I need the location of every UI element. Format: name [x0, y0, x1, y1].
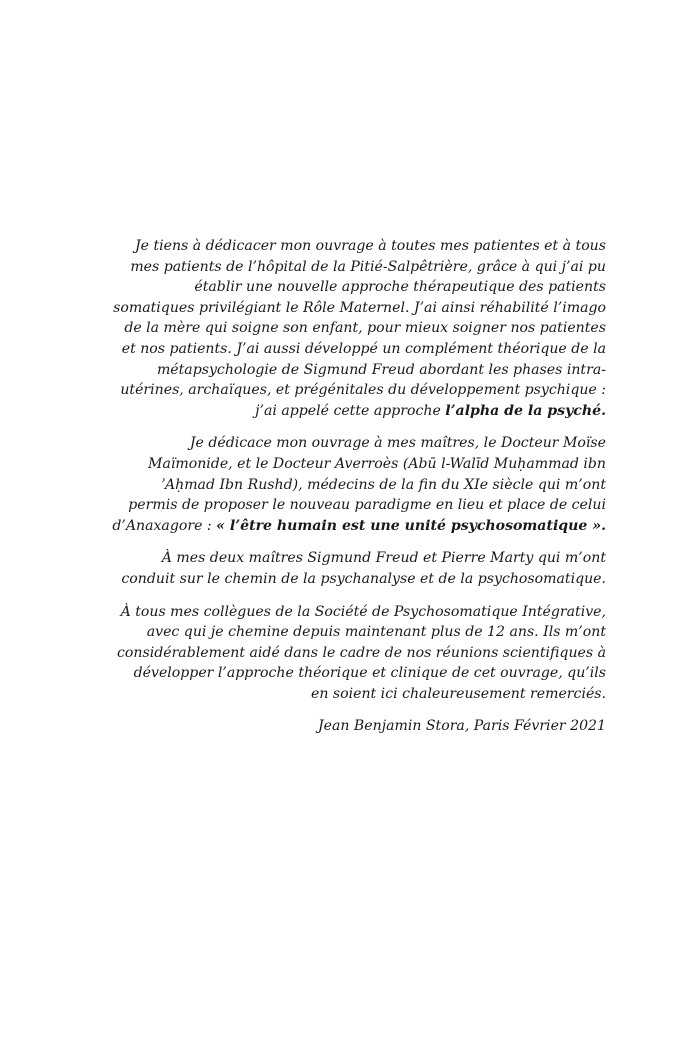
signature: Jean Benjamin Stora, Paris Février 2021	[317, 718, 606, 735]
paragraph-text: Je tiens à dédicacer mon ouvrage à toutes mes patientes et à tous mes patients de l’hôpital de la Pitié-Salpêtrière, grâce à qui j’ai pu établir une nouvelle approche thérapeutique des patients somatiques privilégiant le Rôle Maternel. J’ai ainsi réhabilité l’imago de la mère qui soigne son enfant, pour mieux soigner nos patientes et nos patients. J’ai aussi développé un complément théorique de la métapsychologie de Sigmund Freud abordant les phases intra-utérines, archaïques, et prégénitales du développement psychique : j’ai appelé cette approche	[113, 238, 606, 419]
dedication-paragraph-patients	[112, 236, 606, 421]
paragraph-text: Je dédicace mon ouvrage à mes maîtres, le Docteur Moïse Maïmonide, et le Docteur Averroès (Abū l-Walīd Muḥammad ibn ʾAḥmad Ibn Rushd), médecins de la fin du XIe siècle qui m’ont permis de proposer le nouveau paradigme en lieu et place de celui d’Anaxagore :	[112, 435, 606, 534]
dedication-paragraph-colleagues: À tous mes collègues de la Société de Psychosomatique Intégrative, avec qui je chemine depuis maintenant plus de 12 ans. Ils m’ont considérablement aidé dans le cadre de nos réunions scientifiques à développer l’approche théorique et clinique de cet ouvrage, qu’ils en soient ici chaleureusement remerciés.	[117, 603, 606, 702]
emphasis-alpha-de-la-psyche: l’alpha de la psyché.	[445, 402, 606, 419]
emphasis-unite-psychosomatique: « l’être humain est une unité psychosomatique ».	[216, 517, 606, 534]
dedication-paragraph-freud-marty: À mes deux maîtres Sigmund Freud et Pierre Marty qui m’ont conduit sur le chemin de la psychanalyse et de la psychosomatique.	[121, 550, 606, 587]
dedication-block	[112, 236, 606, 737]
dedication-paragraph-masters	[112, 433, 606, 536]
